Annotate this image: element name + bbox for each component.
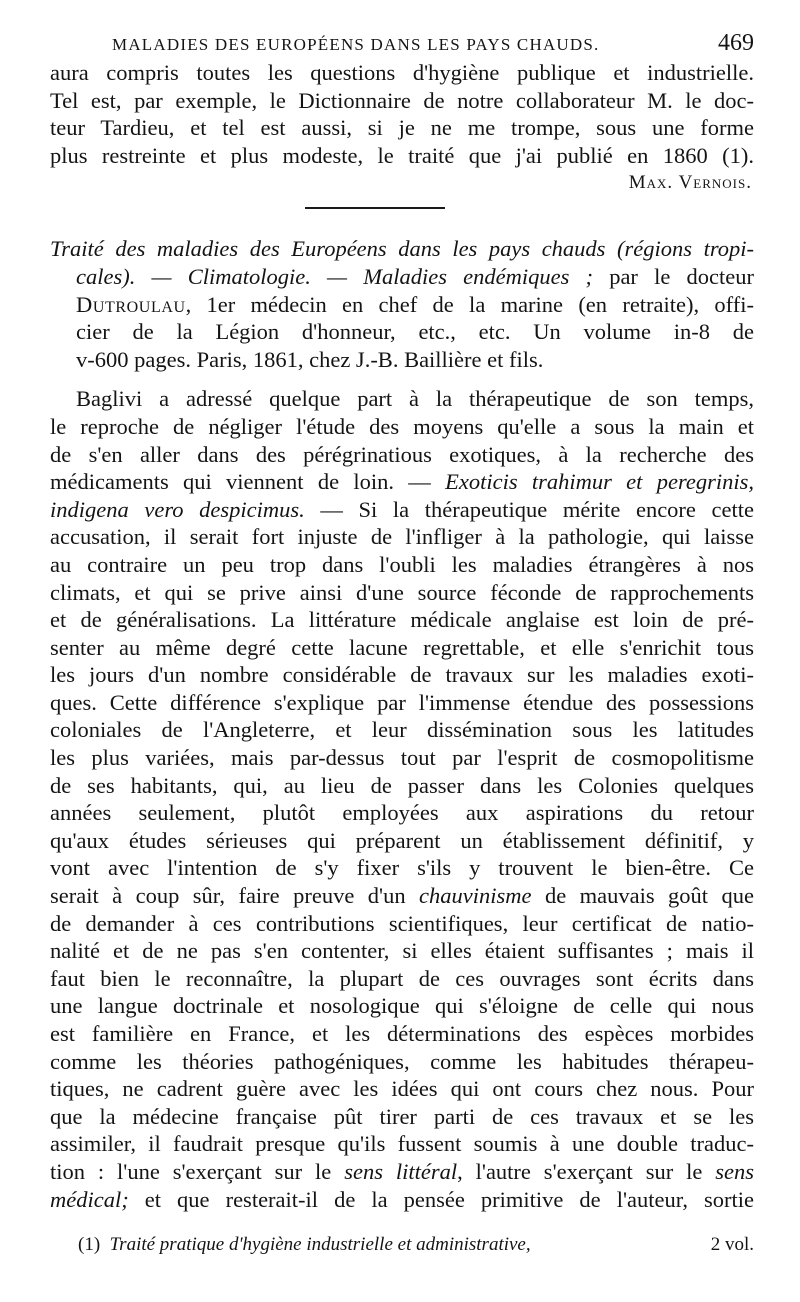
text-line: tiques, ne cadrent guère avec les idées qui ont cours chez nous. Pour	[50, 1076, 754, 1102]
text-fragment: médicaments qui viennent de loin. —	[50, 469, 431, 495]
emphasis-medical: médical;	[50, 1186, 129, 1212]
text-line: et de généralisations. La littérature médicale anglaise est loin de pré-	[50, 607, 754, 633]
footnote-volumes: 2 vol.	[710, 1234, 754, 1255]
emphasis-chauvinisme: chauvinisme	[419, 883, 532, 909]
text-line: teur Tardieu, et tel est aussi, si je ne me trompe, sous une forme	[50, 115, 754, 141]
review-author-line	[50, 291, 754, 319]
text-line: une langue doctrinale et nosologique qui s'éloigne de celle qui nous	[50, 993, 754, 1019]
text-fragment: serait à coup sûr, faire preuve d'un	[50, 883, 406, 909]
footnote	[78, 1233, 754, 1257]
review-details-line: cier de la Légion d'honneur, etc., etc. Un volume in-8 de	[76, 319, 754, 345]
text-line: les jours d'un nombre considérable de travaux sur les maladies exoti-	[50, 662, 754, 688]
text-line	[50, 1186, 754, 1214]
text-line: accusation, il serait fort injuste de l'infliger à la pathologie, qui laisse	[50, 524, 754, 550]
text-line: nalité et de ne pas s'en contenter, si elles étaient suffisantes ; mais il	[50, 938, 754, 964]
review-body	[50, 385, 754, 1213]
review-author: Dutroulau	[76, 291, 186, 317]
text-line: le reproche de négliger l'étude des moyens qu'elle a sous la main et	[50, 413, 754, 439]
text-line: plus restreinte et plus modeste, le traité que j'ai publié en 1860 (1).	[50, 142, 754, 168]
latin-quote-end: indigena vero despicimus.	[50, 496, 305, 522]
text-line: vont avec l'intention de s'y fixer s'ils y trouvent le bien-être. Ce	[50, 855, 754, 881]
text-fragment: — Si la thérapeutique mérite encore cette	[304, 496, 754, 522]
text-line: de s'en aller dans des pérégrinatious exotiques, à la recherche des	[50, 441, 754, 467]
text-fragment: , l'autre s'exerçant sur le	[457, 1158, 716, 1184]
emphasis-sens: sens	[715, 1158, 754, 1184]
author-signature: Max. Vernois.	[628, 172, 752, 194]
text-line: coloniales de l'Angleterre, et leur dissémination sous les latitudes	[50, 717, 754, 743]
text-line: est familière en France, et les déterminations des espèces morbides	[50, 1021, 754, 1046]
text-line: qu'aux études sérieuses qui préparent un établissement définitif, y	[50, 827, 754, 853]
text-fragment: de mauvais goût que	[531, 883, 754, 909]
latin-quote: Exoticis trahimur et peregrinis,	[445, 469, 754, 495]
text-line: Baglivi a adressé quelque part à la thérapeutique de son temps,	[76, 386, 754, 412]
text-line	[50, 496, 754, 524]
review-heading	[50, 235, 754, 373]
text-line: les plus variées, mais par-dessus tout par l'esprit de cosmopolitisme	[50, 745, 754, 771]
text-fragment: tion : l'une s'exerçant sur le	[50, 1158, 332, 1184]
running-head	[112, 30, 754, 57]
text-line: comme les théories pathogéniques, comme les habitudes thérapeu-	[50, 1048, 754, 1074]
text-line: de ses habitants, qui, au lieu de passer dans les Colonies quelques	[50, 772, 754, 798]
page-number: 469	[718, 30, 754, 56]
footnote-title: Traité pratique d'hygiène industrielle et administrative,	[109, 1234, 531, 1255]
review-title-line: Traité des maladies des Européens dans les pays chauds (régions tropi-	[50, 236, 754, 262]
text-line: senter au même degré cette lacune regrettable, et elle s'enrichit tous	[50, 634, 754, 660]
text-line: faut bien le reconnaître, la plupart de ces ouvrages sont écrits dans	[50, 965, 754, 991]
footnote-marker: (1)	[78, 1234, 101, 1255]
text-line	[50, 468, 754, 496]
text-line: aura compris toutes les questions d'hygiène publique et industrielle.	[50, 60, 754, 85]
text-line: que la médecine française pût tirer parti de ces travaux et se les	[50, 1103, 754, 1129]
text-line: au contraire un peu trop dans l'oubli les maladies étrangères à nos	[50, 551, 754, 577]
review-title-italic: cales). — Climatologie. — Maladies endémiques ;	[76, 263, 594, 289]
running-head-title: MALADIES DES EUROPÉENS DANS LES PAYS CHAUDS.	[112, 35, 600, 54]
footnote-body	[78, 1233, 531, 1257]
section-divider	[305, 207, 445, 209]
review-author-rest: , 1er médecin en chef de la marine (en retraite), offi-	[185, 291, 754, 317]
text-line	[50, 1158, 754, 1186]
text-line: années seulement, plutôt employées aux aspirations du retour	[50, 800, 754, 826]
text-line: de demander à ces contributions scientifiques, leur certificat de natio-	[50, 910, 754, 936]
review-title-rest: par le docteur	[593, 263, 754, 289]
text-line	[50, 882, 754, 910]
emphasis-sens-litteral: sens littéral	[344, 1158, 458, 1184]
text-fragment: et que resterait-il de la pensée primitive de l'auteur, sortie	[128, 1186, 754, 1212]
text-line: ques. Cette différence s'explique par l'immense étendue des possessions	[50, 689, 754, 715]
text-line: climats, et qui se prive ainsi d'une source féconde de rapprochements	[50, 579, 754, 605]
previous-review-ending	[50, 59, 754, 169]
review-details-line: v-600 pages. Paris, 1861, chez J.-B. Baillière et fils.	[76, 346, 544, 372]
text-line: assimiler, il faudrait presque qu'ils fussent soumis à une double traduc-	[50, 1131, 754, 1157]
text-line: Tel est, par exemple, le Dictionnaire de notre collaborateur M. le doc-	[50, 87, 754, 113]
review-title-line	[50, 263, 754, 291]
